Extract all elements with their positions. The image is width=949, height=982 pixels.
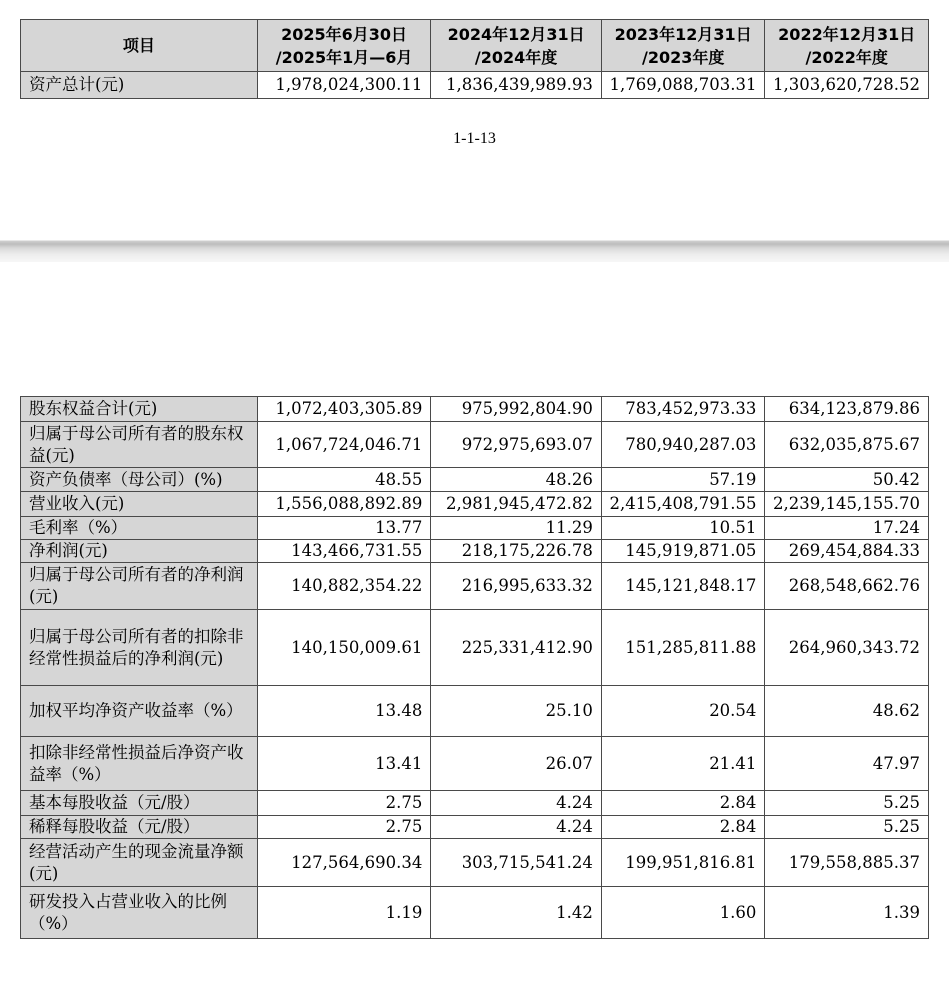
row-label: 经营活动产生的现金流量净额(元) — [21, 839, 258, 887]
table-row — [21, 737, 929, 791]
cell-value: 216,995,633.32 — [431, 563, 602, 610]
cell-value: 269,454,884.33 — [765, 540, 929, 563]
cell-value: 4.24 — [431, 791, 602, 816]
cell-value: 11.29 — [431, 517, 602, 540]
cell-value: 2.75 — [257, 816, 431, 839]
cell-value: 17.24 — [765, 517, 929, 540]
row-label: 毛利率（%） — [21, 517, 258, 540]
cell-value: 13.48 — [257, 686, 431, 737]
cell-value: 783,452,973.33 — [601, 397, 765, 422]
cell-value: 4.24 — [431, 816, 602, 839]
cell-value: 20.54 — [601, 686, 765, 737]
row-label: 资产负债率（母公司）(%) — [21, 468, 258, 492]
cell-value: 2.75 — [257, 791, 431, 816]
cell-value: 218,175,226.78 — [431, 540, 602, 563]
row-label: 基本每股收益（元/股） — [21, 791, 258, 816]
table-row — [21, 397, 929, 422]
cell-value: 1,978,024,300.11 — [257, 72, 431, 99]
cell-value: 1.42 — [431, 887, 602, 939]
cell-value: 1.60 — [601, 887, 765, 939]
table-row — [21, 610, 929, 686]
row-label: 归属于母公司所有者的扣除非经常性损益后的净利润(元) — [21, 610, 258, 686]
cell-value: 179,558,885.37 — [765, 839, 929, 887]
cell-value: 2.84 — [601, 791, 765, 816]
cell-value: 2.84 — [601, 816, 765, 839]
table-row — [21, 492, 929, 517]
cell-value: 2,239,145,155.70 — [765, 492, 929, 517]
cell-value: 972,975,693.07 — [431, 422, 602, 468]
cell-value: 145,121,848.17 — [601, 563, 765, 610]
cell-value: 151,285,811.88 — [601, 610, 765, 686]
cell-value: 5.25 — [765, 791, 929, 816]
cell-value: 140,882,354.22 — [257, 563, 431, 610]
cell-value: 127,564,690.34 — [257, 839, 431, 887]
row-label: 股东权益合计(元) — [21, 397, 258, 422]
cell-value: 25.10 — [431, 686, 602, 737]
header-period-1: 2025年6月30日 /2025年1月—6月 — [257, 20, 431, 72]
cell-value: 1,303,620,728.52 — [765, 72, 929, 99]
cell-value: 48.26 — [431, 468, 602, 492]
cell-value: 780,940,287.03 — [601, 422, 765, 468]
header-period-3: 2023年12月31日 /2023年度 — [601, 20, 765, 72]
cell-value: 1.39 — [765, 887, 929, 939]
cell-value: 10.51 — [601, 517, 765, 540]
row-label: 净利润(元) — [21, 540, 258, 563]
cell-value: 5.25 — [765, 816, 929, 839]
table-row — [21, 72, 929, 99]
cell-value: 303,715,541.24 — [431, 839, 602, 887]
cell-value: 145,919,871.05 — [601, 540, 765, 563]
table-row — [21, 887, 929, 939]
cell-value: 26.07 — [431, 737, 602, 791]
cell-value: 634,123,879.86 — [765, 397, 929, 422]
page-break-divider — [0, 240, 949, 262]
table-row — [21, 422, 929, 468]
table-row — [21, 839, 929, 887]
table-row — [21, 686, 929, 737]
financial-table-top — [20, 19, 929, 99]
page-number: 1-1-13 — [453, 130, 496, 147]
table-row — [21, 517, 929, 540]
cell-value: 975,992,804.90 — [431, 397, 602, 422]
cell-value: 48.62 — [765, 686, 929, 737]
row-label: 归属于母公司所有者的股东权益(元) — [21, 422, 258, 468]
cell-value: 1.19 — [257, 887, 431, 939]
row-label: 研发投入占营业收入的比例（%） — [21, 887, 258, 939]
cell-value: 47.97 — [765, 737, 929, 791]
table-row — [21, 791, 929, 816]
cell-value: 21.41 — [601, 737, 765, 791]
header-item: 项目 — [21, 20, 258, 72]
cell-value: 268,548,662.76 — [765, 563, 929, 610]
table-row — [21, 816, 929, 839]
cell-value: 57.19 — [601, 468, 765, 492]
row-label: 稀释每股收益（元/股） — [21, 816, 258, 839]
cell-value: 1,072,403,305.89 — [257, 397, 431, 422]
cell-value: 2,415,408,791.55 — [601, 492, 765, 517]
cell-value: 199,951,816.81 — [601, 839, 765, 887]
row-label: 扣除非经常性损益后净资产收益率（%） — [21, 737, 258, 791]
cell-value: 1,067,724,046.71 — [257, 422, 431, 468]
cell-value: 140,150,009.61 — [257, 610, 431, 686]
cell-value: 2,981,945,472.82 — [431, 492, 602, 517]
cell-value: 264,960,343.72 — [765, 610, 929, 686]
cell-value: 13.41 — [257, 737, 431, 791]
cell-value: 13.77 — [257, 517, 431, 540]
header-period-2: 2024年12月31日 /2024年度 — [431, 20, 602, 72]
cell-value: 48.55 — [257, 468, 431, 492]
row-label: 营业收入(元) — [21, 492, 258, 517]
cell-value: 632,035,875.67 — [765, 422, 929, 468]
cell-value: 50.42 — [765, 468, 929, 492]
row-label: 资产总计(元) — [21, 72, 258, 99]
table-row — [21, 540, 929, 563]
cell-value: 143,466,731.55 — [257, 540, 431, 563]
table-header-row — [21, 20, 929, 72]
cell-value: 225,331,412.90 — [431, 610, 602, 686]
header-period-4: 2022年12月31日 /2022年度 — [765, 20, 929, 72]
cell-value: 1,836,439,989.93 — [431, 72, 602, 99]
row-label: 加权平均净资产收益率（%） — [21, 686, 258, 737]
cell-value: 1,556,088,892.89 — [257, 492, 431, 517]
table-row — [21, 563, 929, 610]
cell-value: 1,769,088,703.31 — [601, 72, 765, 99]
row-label: 归属于母公司所有者的净利润(元) — [21, 563, 258, 610]
financial-table-bottom — [20, 396, 929, 939]
table-row — [21, 468, 929, 492]
